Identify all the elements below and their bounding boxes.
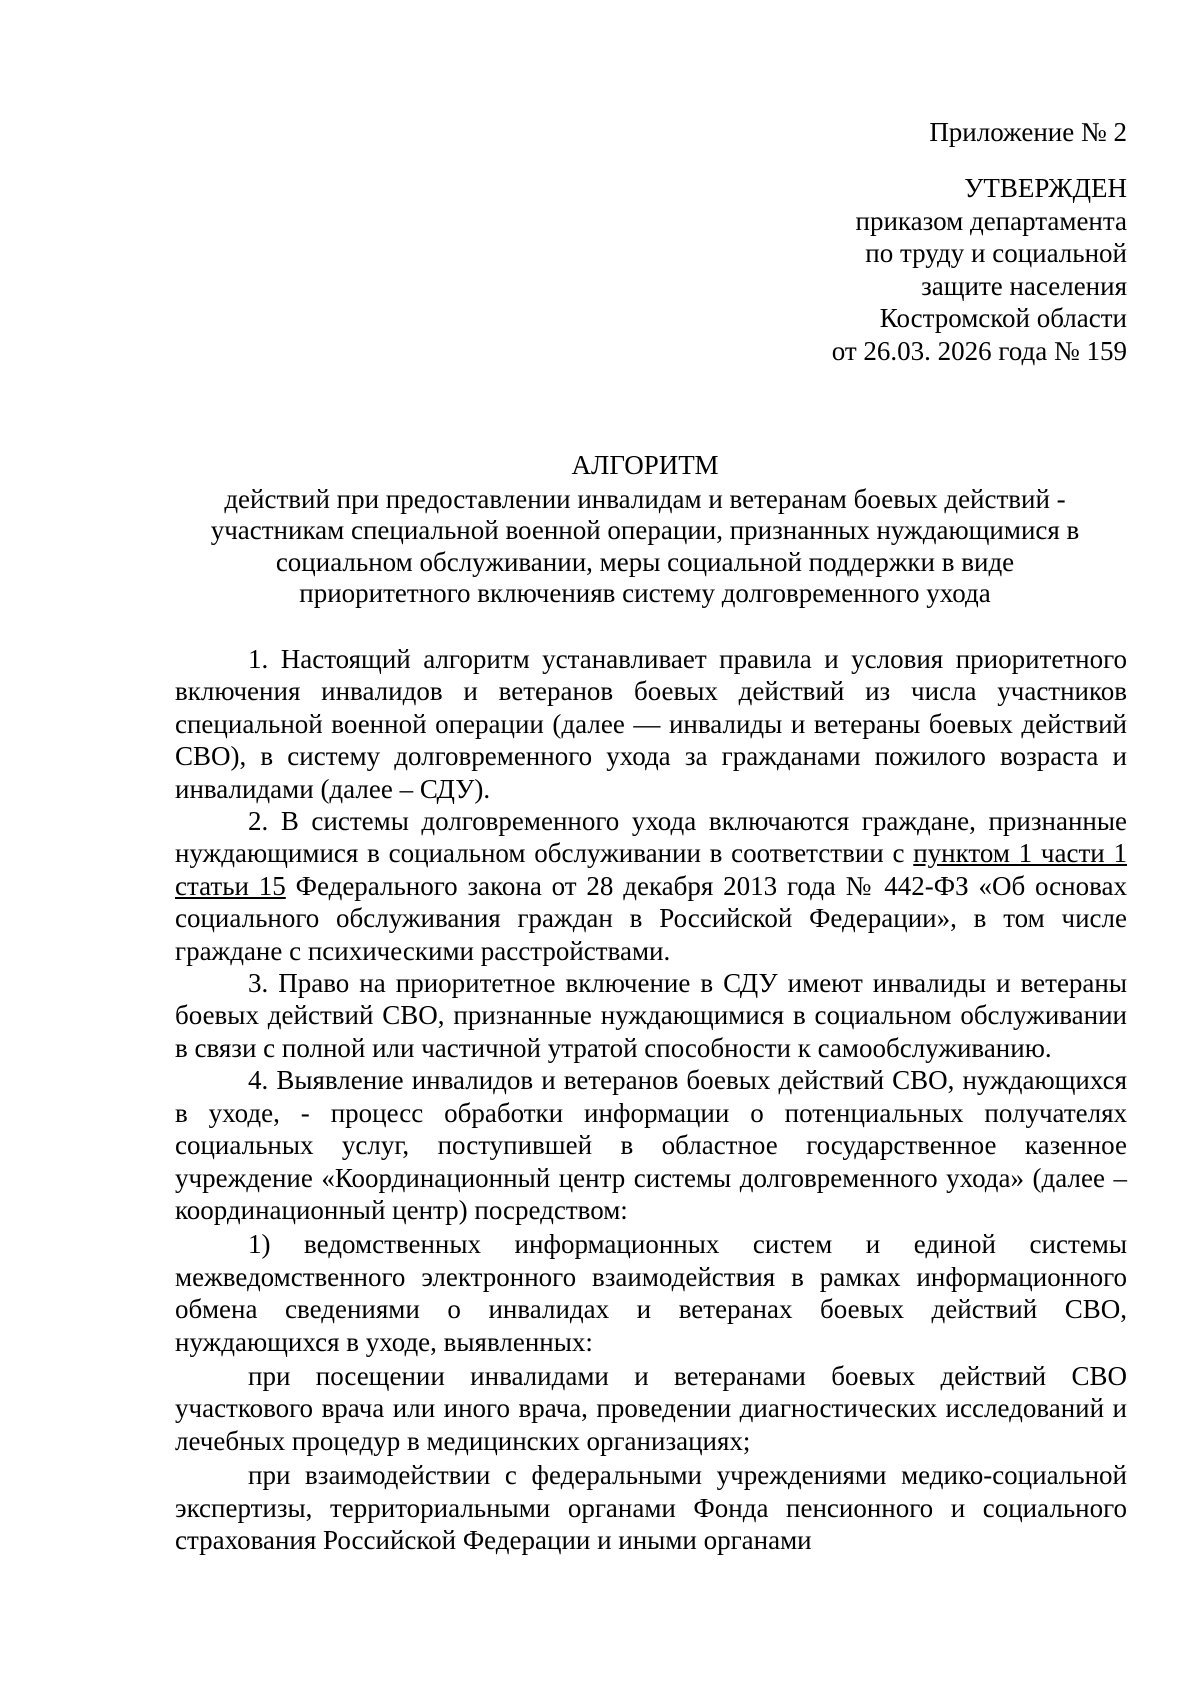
approval-line: УТВЕРЖДЕН bbox=[964, 173, 1127, 203]
paragraph-1: 1. Настоящий алгоритм устанавливает правила и условия приоритетного включения инвалидов и ветеранов боевых действий из числа участников специальной военной операции (далее — инвалиды и ветераны боевых действий СВО), в систему долговременного ухода за гражданами пожилого возраста и инвалидами (далее – СДУ). bbox=[175, 644, 1127, 804]
approval-line: приказом департамента bbox=[855, 205, 1127, 236]
document-body bbox=[175, 643, 1127, 1556]
paragraph-4: 4. Выявление инвалидов и ветеранов боевых действий СВО, нуждающихся в уходе, - процесс обработки информации о потенциальных получателях социальных услуг, поступившей в областное государственное казенное учреждение «Координационный центр системы долговременного ухода» (далее – координационный центр) посредством: bbox=[175, 1065, 1127, 1225]
paragraph-2 bbox=[175, 805, 1127, 967]
title-heading: АЛГОРИТМ bbox=[571, 450, 719, 480]
title-line: действий при предоставлении инвалидам и ветеранам боевых действий - bbox=[224, 483, 1066, 514]
paragraph-medical-organizations: при посещении инвалидами и ветеранами боевых действий СВО участкового врача или иного врача, проведении диагностических исследований и лечебных процедур в медицинских организациях; bbox=[175, 1360, 1127, 1456]
title-line: приоритетного включенияв систему долговременного ухода bbox=[299, 578, 991, 608]
approval-line: по труду и социальной bbox=[865, 238, 1127, 268]
paragraph-4-subitem-1: 1) ведомственных информационных систем и единой системы межведомственного электронного взаимодействия в рамках информационного обмена сведениями о инвалидах и ветеранах боевых действий СВО, нуждающихся в уходе, выявленных: bbox=[175, 1229, 1127, 1357]
approval-line: защите населения bbox=[921, 270, 1127, 301]
paragraph-federal-institutions: при взаимодействии с федеральными учреждениями медико-социальной экспертизы, территориальными органами Фонда пенсионного и социального страхования Российской Федерации и иными органами bbox=[175, 1460, 1127, 1555]
paragraph-2-start: 2. В системы долговременного ухода включаются граждане, признанные нуждающимися в социальном обслуживании в соответствии с bbox=[175, 806, 1127, 869]
approval-line: от 26.03. 2026 года № 159 bbox=[831, 335, 1127, 366]
document-title bbox=[150, 450, 1140, 610]
law-reference-link[interactable]: пунктом 1 части 1 статьи 15 bbox=[175, 838, 1127, 901]
paragraph-2-end: Федерального закона от 28 декабря 2013 года № 442-ФЗ «Об основах социального обслуживания граждан в Российской Федерации», в том числе граждане с психическими расстройствами. bbox=[175, 870, 1127, 966]
approval-line: Костромской области bbox=[879, 303, 1127, 333]
approval-stamp-block bbox=[640, 172, 1127, 367]
paragraph-3: 3. Право на приоритетное включение в СДУ имеют инвалиды и ветераны боевых действий СВО, признанные нуждающимися в социальном обслуживании в связи с полной или частичной утратой способности к самообслуживанию. bbox=[175, 968, 1127, 1063]
appendix-number: Приложение № 2 bbox=[929, 117, 1127, 147]
title-line: участникам специальной военной операции, признанных нуждающимися в bbox=[210, 515, 1080, 545]
title-line: социальном обслуживании, меры социальной поддержки в виде bbox=[275, 546, 1015, 577]
